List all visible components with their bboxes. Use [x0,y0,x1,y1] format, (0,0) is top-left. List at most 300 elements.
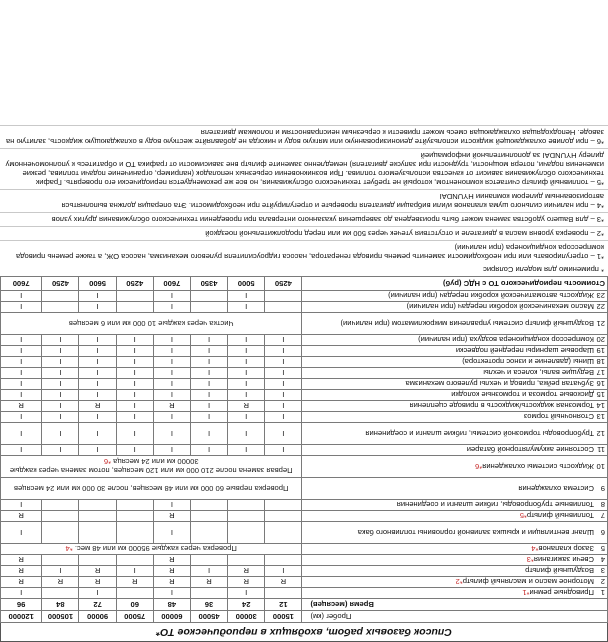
service-mark: I [1,346,42,357]
footnote-ref: *3 [526,555,534,565]
work-item-number: 2 [600,577,605,587]
work-item-label: Система охлаждения [518,484,594,493]
months-header-row [1,599,608,611]
service-mark: R [1,577,42,588]
service-mark: I [265,346,302,357]
service-mark [228,511,265,522]
table-row [1,291,608,302]
months-value: 36 [190,599,227,611]
table-row [1,335,608,346]
work-item-name [302,577,608,588]
service-mark: I [228,335,265,346]
service-mark [190,500,227,511]
interval-text: Проверка первые 60 000 км или 48 месяцев, после 30 000 км или 24 месяцев [13,484,289,493]
work-item-name [302,335,608,346]
service-mark: I [153,291,190,302]
service-mark: I [153,522,190,544]
table-row [1,445,608,456]
service-mark: I [265,335,302,346]
service-mark [42,522,79,544]
footnote-ref: *6 [103,457,112,467]
cost-value: 7600 [153,277,190,291]
service-mark: I [190,335,227,346]
service-mark [265,500,302,511]
service-mark: R [190,577,227,588]
months-value: 12 [265,599,302,611]
service-mark: I [116,390,153,401]
mileage-value: 30000 [228,611,265,623]
service-mark: R [79,401,116,412]
footnote-ref: *4 [531,544,539,554]
service-mark [42,500,79,511]
cost-value: 4350 [190,277,227,291]
table-row [1,412,608,423]
cost-value: 4250 [265,277,302,291]
service-mark: R [228,577,265,588]
cost-value: 7600 [1,277,42,291]
footnote-ref: *1 [522,588,530,598]
months-label: Время (месяцев) [302,599,608,611]
service-mark: R [228,566,265,577]
mileage-value: 120000 [1,611,42,623]
service-mark: I [265,390,302,401]
service-mark: I [79,302,116,313]
table-row [1,456,608,478]
service-mark: R [153,566,190,577]
table-row [1,401,608,412]
service-mark: I [190,346,227,357]
service-mark: I [153,445,190,456]
service-mark: R [228,401,265,412]
service-mark: I [79,423,116,445]
service-mark: I [79,412,116,423]
mileage-value: 105000 [42,611,79,623]
service-mark: I [190,379,227,390]
footnote-ref: *5 [519,511,527,521]
service-mark: I [79,291,116,302]
cost-value: 4250 [42,277,79,291]
service-mark [190,511,227,522]
interval-text: Чистка через каждые 10 000 км или 6 месяцев [68,319,234,328]
service-mark: I [1,412,42,423]
work-item-number: 7 [600,511,605,521]
service-mark: I [42,390,79,401]
work-item-name [302,302,608,313]
service-mark: I [1,368,42,379]
work-item-name [302,412,608,423]
interval-note [1,456,302,478]
work-item-number: 19 [596,346,605,356]
service-mark: I [42,368,79,379]
work-item-number: 13 [596,412,605,422]
footnote: *5 – топливный фильтр считается компонентом, который не требует технического обслуживания, но все же рекомендуется периодически его проверять. График технического обслуживания зависит от качества используемого топлива. При возникновении серьезных неполадок (например, ограничение подачи топлива, резкие изменения подачи, потеря мощности, трудности при запуске двигателя) немедленно замените фильтр вне зависимости от графика ТО и обратитесь к уполномоченному дилеру HYUNDAI за дополнительной информацией [0,148,608,189]
work-item-label: Трубопроводы тормозной системы, гибкие шланги и соединения [365,429,594,438]
table-row [1,346,608,357]
service-mark: I [153,390,190,401]
service-mark: I [153,379,190,390]
work-item-name [302,555,608,566]
work-item-name [302,522,608,544]
cost-row [1,277,608,291]
work-item-label: Жидкость автоматической коробки передач (при наличии) [388,291,594,301]
work-item-number: 16 [596,379,605,389]
service-mark: I [228,588,265,599]
service-mark [42,511,79,522]
work-item-name [302,423,608,445]
service-mark: I [153,335,190,346]
work-item-label: Зубчатая рейка, привод и чехлы рулевого механизма [405,379,594,389]
work-item-label: Состояние аккумуляторной батареи [466,445,594,455]
service-mark: R [153,577,190,588]
service-mark: I [228,368,265,379]
service-mark: I [42,335,79,346]
service-mark: I [228,379,265,390]
service-mark: R [42,577,79,588]
work-item-number: 5 [600,544,605,554]
service-mark: I [153,423,190,445]
work-item-name [302,566,608,577]
service-mark: I [79,368,116,379]
service-mark: I [1,445,42,456]
work-item-name [302,313,608,335]
service-mark: I [116,412,153,423]
footnote: *1 – отрегулировать или при необходимости заменить ремень привода генератора, насоса гидроусилителя рулевого механизма, насоса ОЖ, а также ремень привода компрессора кондиционера (при наличии) [0,240,608,263]
service-mark: I [153,302,190,313]
maintenance-table [0,276,608,623]
service-mark: I [153,368,190,379]
service-mark [190,522,227,544]
service-mark: I [153,588,190,599]
work-item-label: Компрессор кондиционера воздуха (при наличии) [418,335,594,345]
service-mark: I [265,445,302,456]
months-value: 72 [79,599,116,611]
service-mark: R [1,401,42,412]
work-item-name [302,511,608,522]
interval-text: Проверка через каждые 95000 км или 48 мес. [74,544,237,554]
mileage-value: 75000 [116,611,153,623]
service-mark: I [228,302,265,313]
work-item-number: 18 [596,357,605,367]
service-mark [42,291,79,302]
months-value: 48 [153,599,190,611]
work-item-name [302,346,608,357]
work-item-number: 3 [600,566,605,576]
service-mark: I [228,346,265,357]
service-mark: I [228,390,265,401]
service-mark: I [1,588,42,599]
work-item-number: 8 [600,500,605,510]
table-row [1,302,608,313]
work-item-label: Стояночный тормоз [523,412,594,422]
service-mark [265,302,302,313]
service-mark [265,511,302,522]
mileage-value: 45000 [190,611,227,623]
work-item-label: Воздушный фильтр [525,566,594,576]
work-item-number: 4 [600,555,605,565]
service-mark: I [79,445,116,456]
service-mark: R [79,577,116,588]
service-mark [228,500,265,511]
service-mark [228,522,265,544]
notes-header: * применимо для модели Солярис [483,265,604,274]
table-row [1,577,608,588]
service-mark [79,522,116,544]
work-item-label: Свечи зажигания [533,555,594,565]
notes-section [0,125,608,276]
months-value: 96 [1,599,42,611]
notes-list [0,125,608,263]
service-mark: I [153,500,190,511]
service-mark: I [190,445,227,456]
service-mark: I [79,346,116,357]
service-mark: R [79,566,116,577]
page-title: Список базовых работ, входящих в периодическое ТО* [0,623,608,642]
work-item-name [302,445,608,456]
work-item-number: 14 [596,401,605,411]
service-mark: I [265,423,302,445]
service-mark: I [116,335,153,346]
service-mark: R [116,577,153,588]
work-item-name [302,456,608,478]
interval-note [1,478,302,500]
mileage-value: 90000 [79,611,116,623]
service-mark [79,511,116,522]
work-item-name [302,368,608,379]
service-mark: I [228,291,265,302]
service-mark: R [153,555,190,566]
months-value: 84 [42,599,79,611]
service-mark: I [190,412,227,423]
service-mark: I [42,445,79,456]
service-mark [116,555,153,566]
work-item-label: Дисковые тормоза и тормозные колодки [451,390,594,400]
service-mark [79,500,116,511]
service-mark: R [153,401,190,412]
service-mark [228,555,265,566]
work-item-label: Шины (давление и износ протектора) [462,357,594,367]
service-mark: I [265,412,302,423]
cost-value: 5000 [228,277,265,291]
work-item-number: 10 [596,462,605,471]
service-mark [190,291,227,302]
service-mark: I [79,357,116,368]
work-item-number: 23 [596,291,605,301]
table-row [1,522,608,544]
work-item-number: 1 [600,588,605,598]
mileage-value: 60000 [153,611,190,623]
service-mark [116,302,153,313]
table-row [1,379,608,390]
work-item-name [302,390,608,401]
service-mark: I [265,357,302,368]
work-item-number: 6 [600,528,605,537]
work-item-label: Тормозная жидкость/жидкость в приводе сцепления [409,401,594,411]
service-mark: I [153,412,190,423]
service-mark: I [116,566,153,577]
table-row [1,357,608,368]
service-mark: I [228,412,265,423]
service-mark [116,291,153,302]
footnote: *6 – при доливе охлаждающей жидкости используйте деионизированную или мягкую воду и никогда не добавляйте жесткую воду в охлаждающую жидкость, залитую на заводе. Неподходящая охлаждающая смесь может привести к серьезным неисправностям и поломкам двигателя [0,125,608,148]
service-mark: I [228,357,265,368]
table-row [1,555,608,566]
service-mark [42,588,79,599]
work-item-name [302,544,608,555]
service-mark [116,588,153,599]
service-mark [42,555,79,566]
service-mark: I [42,412,79,423]
service-mark: I [265,566,302,577]
service-mark: I [79,390,116,401]
service-mark [265,555,302,566]
mileage-label: Пробег (км) [302,611,608,623]
work-item-name [302,357,608,368]
service-mark: I [42,423,79,445]
service-mark [265,588,302,599]
service-mark: I [42,346,79,357]
work-item-number: 22 [596,302,605,312]
service-mark: I [42,379,79,390]
work-item-label: Приводные ремни [529,588,594,598]
work-item-number: 15 [596,390,605,400]
service-mark: I [116,445,153,456]
work-item-number: 9 [600,484,605,493]
service-mark: I [1,390,42,401]
service-mark [190,588,227,599]
service-mark: I [153,357,190,368]
table-row [1,390,608,401]
mileage-value: 15000 [265,611,302,623]
service-mark: I [190,357,227,368]
service-mark: I [79,588,116,599]
footnote-ref: *4 [65,544,73,554]
service-mark [190,555,227,566]
cost-value: 4250 [116,277,153,291]
cost-value: 5600 [79,277,116,291]
work-item-name [302,291,608,302]
work-item-name [302,478,608,500]
service-mark: I [116,379,153,390]
service-mark: I [116,401,153,412]
footnote: *3 – для Вашего удобства замена может быть произведена до завершения указанного интервала при проведении технического обслуживания других узлов [0,212,608,226]
work-item-label: Моторное масло и масляный фильтр [462,577,594,587]
footnote: *4 – при наличии сильного шума клапанов и/или вибрации двигателя проверьте и отрегулируйте при необходимости. Эта операция должна выполняться авторизованным дилером компании HYUNDAI [0,189,608,212]
table-row [1,588,608,599]
service-mark: I [1,335,42,346]
service-mark: I [42,357,79,368]
service-mark: I [228,445,265,456]
service-mark: I [116,357,153,368]
footnote-ref: *2 [455,577,463,587]
service-mark [116,500,153,511]
work-item-label: Жидкость системы охлаждения [482,462,594,471]
work-item-label: Зазор клапанов [538,544,594,554]
service-mark: I [79,335,116,346]
service-mark: R [265,577,302,588]
service-mark [265,522,302,544]
table-row [1,500,608,511]
service-mark: R [1,555,42,566]
service-mark: I [265,379,302,390]
service-mark: I [116,346,153,357]
work-item-number: 12 [596,429,605,438]
work-item-number: 11 [597,445,605,455]
service-mark: I [116,423,153,445]
table-row [1,423,608,445]
table-row [1,511,608,522]
mileage-header-row [1,611,608,623]
cost-label: Стоимость периодического ТО с НДС (руб) [302,277,608,291]
service-mark: I [228,423,265,445]
work-item-label: Шланг вентиляции и крышка заливной горловины топливного бака [357,528,594,537]
service-mark: I [1,302,42,313]
service-mark: I [1,500,42,511]
service-mark: I [265,401,302,412]
service-mark: I [1,291,42,302]
service-mark: I [79,379,116,390]
service-mark: I [190,390,227,401]
service-mark: R [153,511,190,522]
work-item-number: 21 [596,319,605,328]
service-mark: I [116,368,153,379]
service-mark: I [1,357,42,368]
service-mark: I [1,423,42,445]
months-value: 60 [116,599,153,611]
months-value: 24 [228,599,265,611]
service-mark: I [190,368,227,379]
service-mark [190,302,227,313]
footnote-ref: *6 [475,462,483,471]
work-item-name [302,401,608,412]
work-item-label: Воздушный фильтр системы управления микроклиматом (при наличии) [340,319,594,328]
service-mark [116,522,153,544]
footnote: *2 – проверка уровня масла в двигателе и отсутствия утечек через 500 км или перед продолжительной поездкой [0,226,608,240]
work-item-number: 17 [596,368,605,378]
interval-text: Первая замена после 210 000 км или 120 месяцев, потом замена через каждые 30000 км или 24 месяца [9,457,293,476]
service-mark [42,302,79,313]
work-item-label: Масло механической коробки передач (при наличии) [406,302,594,312]
service-mark [265,291,302,302]
table-row [1,566,608,577]
work-item-name [302,500,608,511]
work-item-label: Топливный фильтр [526,511,594,521]
work-item-label: Шаровые шарниры передней подвески [455,346,594,356]
service-mark: R [1,566,42,577]
service-mark: I [265,368,302,379]
table-row [1,313,608,335]
service-mark: R [1,511,42,522]
work-item-name [302,588,608,599]
interval-note [1,313,302,335]
service-mark: I [190,401,227,412]
table-row [1,368,608,379]
service-mark: I [1,379,42,390]
service-mark: I [42,566,79,577]
service-mark [79,555,116,566]
work-item-name [302,379,608,390]
work-item-label: Ведущие валы, колеса и чехлы [483,368,594,378]
service-mark: I [190,566,227,577]
interval-note [1,544,302,555]
service-mark: I [1,522,42,544]
table-row [1,478,608,500]
service-mark: I [190,423,227,445]
service-mark [116,511,153,522]
work-item-label: Топливные трубопроводы, гибкие шланги и соединения [396,500,594,510]
service-mark: I [153,346,190,357]
service-mark: I [42,401,79,412]
work-item-number: 20 [596,335,605,345]
